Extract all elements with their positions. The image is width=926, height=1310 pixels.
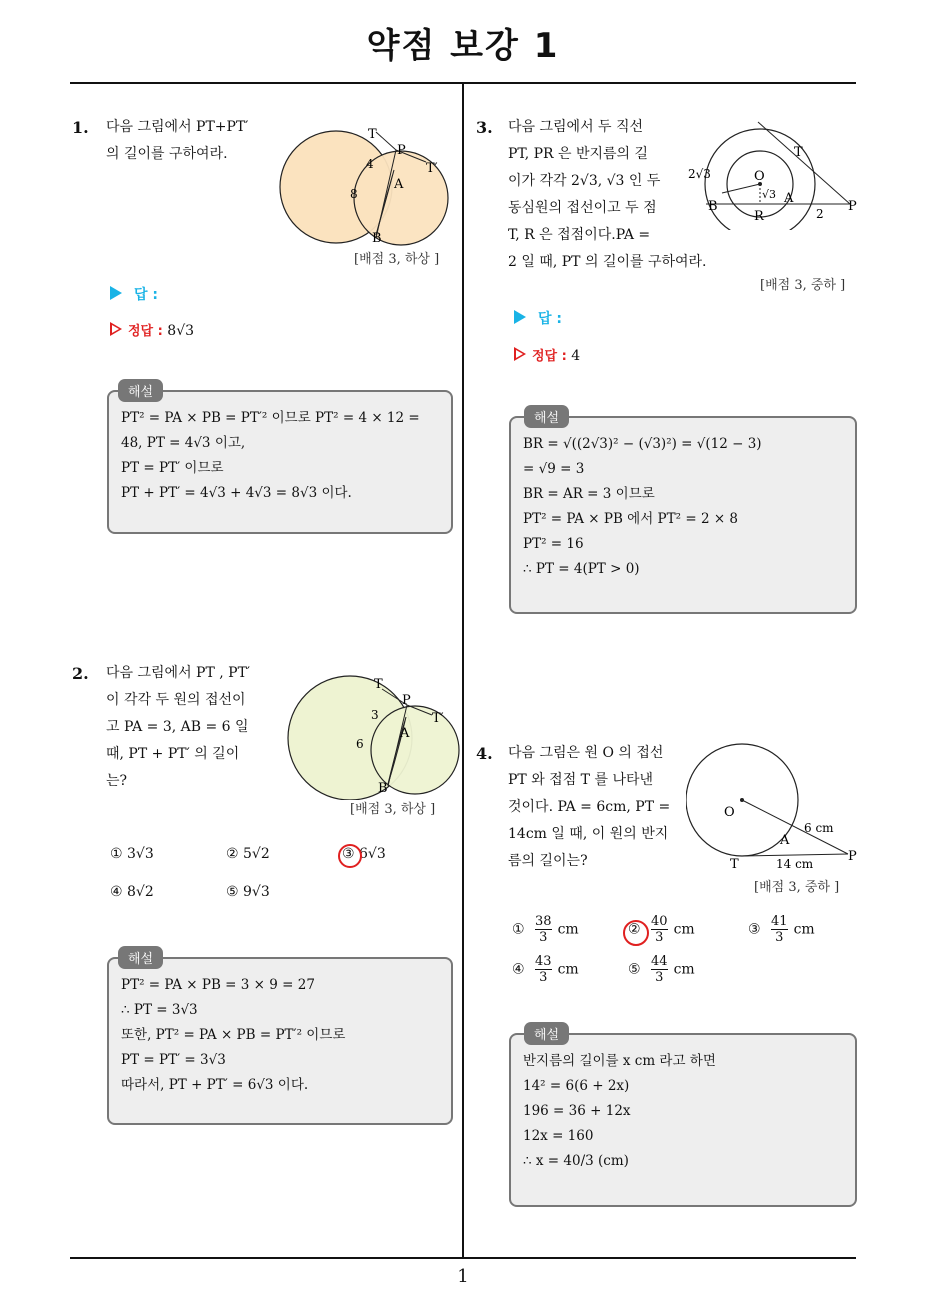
solution-line: PT² = PA × PB = PT′² 이므로 PT² = 4 × 12 = xyxy=(121,410,420,426)
question-text-line: 다음 그림에서 PT+PT′ xyxy=(106,119,249,135)
numerator: 40 xyxy=(651,914,668,929)
numerator: 44 xyxy=(651,954,668,969)
choice-3[interactable]: ③ 6√3 xyxy=(342,846,386,862)
fraction xyxy=(535,914,552,945)
correct-answer xyxy=(514,345,580,364)
correct-value: 8√3 xyxy=(167,323,195,339)
question-text-line: 이가 각각 2√3, √3 인 두 xyxy=(508,173,661,189)
question-text-line: 름의 길이는? xyxy=(508,853,588,869)
choice-mark: ④ xyxy=(512,961,525,978)
fraction xyxy=(651,914,668,945)
solution-line: 12x = 160 xyxy=(523,1128,594,1144)
two-circles-figure xyxy=(276,120,456,250)
label-b: B xyxy=(378,781,388,796)
question-text-line: 고 PA = 3, AB = 6 일 xyxy=(106,719,249,735)
label-b: B xyxy=(372,231,382,246)
outline-arrow-icon xyxy=(110,322,122,336)
solution-line: 따라서, PT + PT′ = 6√3 이다. xyxy=(121,1077,309,1093)
label-14cm: 14 cm xyxy=(776,857,814,871)
page-title: 약점 보강 1 xyxy=(366,26,560,66)
question-number: 3. xyxy=(476,118,493,137)
label-p: P xyxy=(848,199,857,214)
question-text-line: 동심원의 접선이고 두 점 xyxy=(508,200,657,216)
solution-tag: 해설 xyxy=(524,405,569,428)
numerator: 41 xyxy=(771,914,788,929)
label-2root3: 2√3 xyxy=(688,167,711,181)
tangent-pt xyxy=(376,132,396,150)
unit: cm xyxy=(673,921,695,938)
page-number: 1 xyxy=(457,1266,469,1287)
choice-mark: ② xyxy=(628,921,641,938)
fraction xyxy=(651,954,668,985)
fraction xyxy=(771,914,788,945)
choice-mark: ③ xyxy=(748,921,761,938)
score-label: [배점 3, 중하 ] xyxy=(754,880,840,895)
question-text-line: PT, PR 은 반지름의 길 xyxy=(508,146,649,162)
solution-box xyxy=(509,1033,857,1207)
choice-4[interactable] xyxy=(512,954,579,985)
solution-tag: 해설 xyxy=(118,379,163,402)
question-text-line: 이 각각 두 원의 접선이 xyxy=(106,692,246,708)
unit: cm xyxy=(557,921,579,938)
solution-line: 또한, PT² = PA × PB = PT′² 이므로 xyxy=(121,1027,346,1043)
label-b: B xyxy=(708,199,718,214)
question-text-line: 다음 그림에서 두 직선 xyxy=(508,119,644,135)
concentric-circles-figure xyxy=(684,118,864,230)
solution-line: PT² = PA × PB = 3 × 9 = 27 xyxy=(121,977,315,993)
choice-2[interactable]: ② 5√2 xyxy=(226,846,270,862)
question-text xyxy=(106,114,248,168)
label-o: O xyxy=(724,805,735,820)
question-text xyxy=(508,740,670,875)
solution-line: PT² = PA × PB 에서 PT² = 2 × 8 xyxy=(523,511,739,527)
question-text-line: T, R 은 접점이다.PA = xyxy=(508,227,651,243)
label-o: O xyxy=(754,169,765,184)
label-2: 2 xyxy=(816,207,824,221)
solution-line: = √9 = 3 xyxy=(523,461,585,477)
choice-mark: ① xyxy=(512,921,525,938)
solution-line: PT² = 16 xyxy=(523,536,584,552)
label-4: 4 xyxy=(366,157,374,171)
solution-line: 14² = 6(6 + 2x) xyxy=(523,1078,630,1094)
label-a: A xyxy=(780,833,790,848)
label-r: R xyxy=(754,209,764,224)
correct-label: 정답 : xyxy=(128,324,163,339)
fraction xyxy=(535,954,552,985)
correct-value: 4 xyxy=(571,348,581,364)
column-divider xyxy=(462,84,464,1258)
label-p: P xyxy=(397,143,406,158)
label-8: 8 xyxy=(350,187,358,201)
solution-line: 48, PT = 4√3 이고, xyxy=(121,435,246,451)
score-label: [배점 3, 중하 ] xyxy=(760,278,846,293)
question-text-line: 다음 그림은 원 O 의 접선 xyxy=(508,745,664,761)
selected-answer-mark xyxy=(623,920,649,946)
choice-5[interactable] xyxy=(628,954,695,985)
denominator: 3 xyxy=(539,970,548,985)
selected-answer-mark xyxy=(338,844,362,868)
question-text-line: 14cm 일 때, 이 원의 반지 xyxy=(508,826,669,842)
solution-line: 반지름의 길이를 x cm 라고 하면 xyxy=(523,1053,716,1069)
solution-line: ∴ x = 40/3 (cm) xyxy=(523,1153,629,1169)
denominator: 3 xyxy=(655,930,664,945)
question-number: 1. xyxy=(72,118,89,137)
circle-tangent-figure xyxy=(686,742,862,874)
score-label: [배점 3, 하상 ] xyxy=(354,252,440,267)
label-root3: √3 xyxy=(762,188,777,201)
label-a: A xyxy=(394,177,404,192)
answer-prompt xyxy=(514,308,562,328)
label-t: T xyxy=(374,677,383,692)
choice-list xyxy=(110,846,440,906)
two-circles-figure xyxy=(282,672,462,800)
choice-list xyxy=(512,914,842,998)
solution-line: ∴ PT = 3√3 xyxy=(121,1002,198,1018)
correct-answer xyxy=(110,320,194,339)
solution-line: BR = AR = 3 이므로 xyxy=(523,486,655,502)
label-t: T xyxy=(368,127,377,142)
unit: cm xyxy=(793,921,815,938)
question-text-line: PT 와 접점 T 를 나타낸 xyxy=(508,772,654,788)
question-text-line: 2 일 때, PT 의 길이를 구하여라. xyxy=(508,254,707,270)
choice-1[interactable]: ① 3√3 xyxy=(110,846,154,862)
label-6cm: 6 cm xyxy=(804,821,834,835)
question-text-line: 의 길이를 구하여라. xyxy=(106,146,228,162)
answer-label: 답 : xyxy=(134,287,158,303)
solution-line: PT + PT′ = 4√3 + 4√3 = 8√3 이다. xyxy=(121,485,352,501)
choice-4[interactable]: ④ 8√2 xyxy=(110,884,154,900)
solution-box xyxy=(509,416,857,614)
score-label: [배점 3, 하상 ] xyxy=(350,802,436,817)
label-a: A xyxy=(784,191,794,206)
denominator: 3 xyxy=(655,970,664,985)
answer-prompt xyxy=(110,284,158,304)
answer-label: 답 : xyxy=(538,311,562,327)
label-3: 3 xyxy=(371,708,379,722)
numerator: 38 xyxy=(535,914,552,929)
label-t: T xyxy=(794,145,803,160)
question-text xyxy=(508,114,707,276)
choice-1[interactable] xyxy=(512,914,579,945)
label-tp: T′ xyxy=(432,711,444,726)
correct-label: 정답 : xyxy=(532,349,567,364)
solution-line: ∴ PT = 4(PT > 0) xyxy=(523,561,640,577)
unit: cm xyxy=(557,961,579,978)
label-p: P xyxy=(402,693,411,708)
label-p: P xyxy=(848,849,857,864)
question-text-line: 는? xyxy=(106,773,128,789)
question-number: 2. xyxy=(72,664,89,683)
bottom-rule xyxy=(70,1257,856,1259)
denominator: 3 xyxy=(539,930,548,945)
outline-arrow-icon xyxy=(514,347,526,361)
question-text-line: 것이다. PA = 6cm, PT = xyxy=(508,799,671,815)
question-number: 4. xyxy=(476,744,493,763)
unit: cm xyxy=(673,961,695,978)
label-6: 6 xyxy=(356,737,364,751)
label-tp: T′ xyxy=(426,161,438,176)
solution-line: PT = PT′ 이므로 xyxy=(121,460,224,476)
choice-mark: ⑤ xyxy=(628,961,641,978)
choice-5[interactable]: ⑤ 9√3 xyxy=(226,884,270,900)
solution-tag: 해설 xyxy=(118,946,163,969)
denominator: 3 xyxy=(775,930,784,945)
label-a: A xyxy=(400,726,410,741)
choice-3[interactable] xyxy=(748,914,815,945)
solution-line: PT = PT′ = 3√3 xyxy=(121,1052,226,1068)
question-text-line: 때, PT + PT′ 의 길이 xyxy=(106,746,240,762)
question-text-line: 다음 그림에서 PT , PT′ xyxy=(106,665,251,681)
solution-tag: 해설 xyxy=(524,1022,569,1045)
play-arrow-icon xyxy=(514,310,526,324)
solution-line: 196 = 36 + 12x xyxy=(523,1103,631,1119)
play-arrow-icon xyxy=(110,286,122,300)
label-t: T xyxy=(730,857,739,872)
solution-line: BR = √((2√3)² − (√3)²) = √(12 − 3) xyxy=(523,436,762,452)
solution-box xyxy=(107,390,453,534)
numerator: 43 xyxy=(535,954,552,969)
question-text xyxy=(106,660,250,795)
solution-box xyxy=(107,957,453,1125)
